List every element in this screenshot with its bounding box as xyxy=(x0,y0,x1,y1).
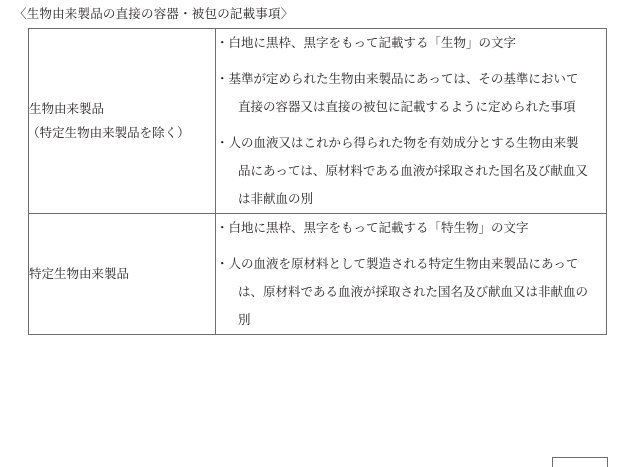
row-label-line: 生物由来製品 xyxy=(29,102,105,116)
list-item-line: ・人の血液を原材料として製造される特定生物由来製品にあって xyxy=(216,257,579,271)
page-title: 〈生物由来製品の直接の容器・被包の記載事項〉 xyxy=(14,7,294,21)
row-label-line: （特定生物由来製品を除く） xyxy=(27,126,190,140)
requirement-list xyxy=(216,29,606,213)
list-item-line: ・基準が定められた生物由来製品にあっては、その基準において xyxy=(216,72,579,86)
row-label-line: 特定生物由来製品 xyxy=(29,267,130,281)
footer-partial-box xyxy=(552,457,608,467)
list-item xyxy=(216,250,606,334)
table-row xyxy=(29,29,607,214)
row-label-cell xyxy=(29,29,216,214)
list-item xyxy=(216,65,606,121)
list-item xyxy=(216,29,606,57)
list-item-line: ・白地に黒枠、黒字をもって記載する「特生物」の文字 xyxy=(216,221,529,235)
list-item-line: 品にあっては、原材料である血液が採取された国名及び献血又 xyxy=(238,164,588,178)
list-item xyxy=(216,129,606,213)
row-content-cell xyxy=(216,214,607,335)
list-item-line: 直接の容器又は直接の被包に記載するように定められた事項 xyxy=(238,100,576,114)
row-content-cell xyxy=(216,29,607,214)
biological-product-labeling-table xyxy=(28,28,607,335)
list-item-line: 別 xyxy=(238,313,251,327)
list-item-line: ・人の血液又はこれから得られた物を有効成分とする生物由来製 xyxy=(216,136,579,150)
list-item xyxy=(216,214,606,242)
row-label-cell xyxy=(29,214,216,335)
table-row xyxy=(29,214,607,335)
list-item-line: は非献血の別 xyxy=(238,192,314,206)
list-item-line: は、原材料である血液が採取された国名及び献血又は非献血の xyxy=(238,285,589,299)
list-item-line: ・白地に黒枠、黒字をもって記載する「生物」の文字 xyxy=(216,36,517,50)
requirement-list xyxy=(216,214,606,334)
